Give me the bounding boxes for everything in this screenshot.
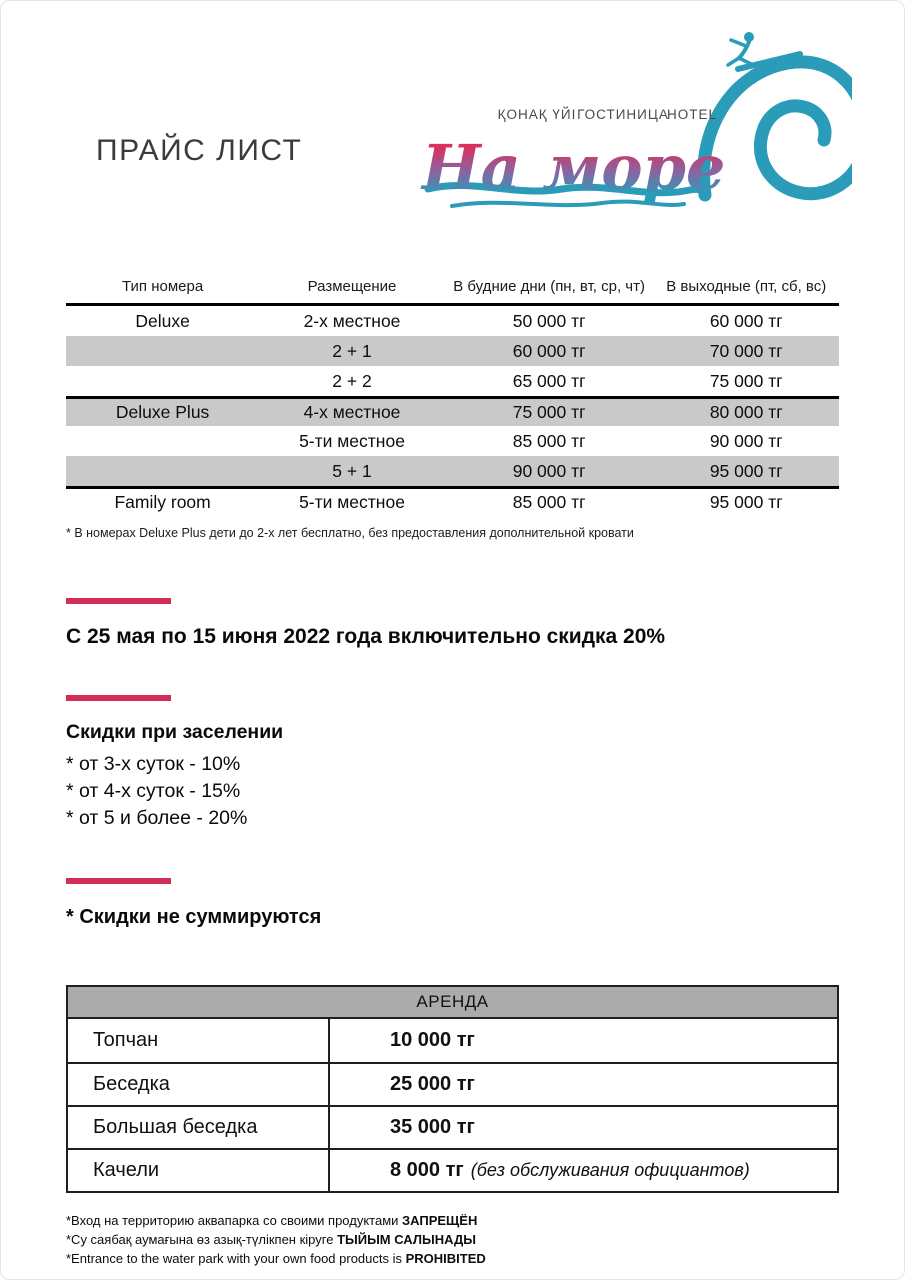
header-weekday-price: В будние дни (пн, вт, ср, чт)	[453, 278, 645, 295]
logo-tagline-russian: ГОСТИНИЦА	[577, 107, 669, 122]
discounts-not-cumulative-note: * Скидки не суммируются	[66, 906, 322, 928]
rental-item-note: (без обслуживания официантов)	[470, 1160, 750, 1180]
rental-item-name: Топчан	[93, 1029, 159, 1051]
placement-cell: 5-ти местное	[299, 430, 405, 451]
price-row	[66, 336, 839, 366]
placement-cell: 5 + 1	[332, 460, 372, 481]
weekend-price-cell: 95 000 тг	[709, 460, 783, 481]
header-weekend-price: В выходные (пт, сб, вс)	[666, 278, 827, 295]
discount-item: * от 3-х суток - 10%	[66, 753, 241, 775]
header	[1, 1, 904, 246]
footer-note-russian: *Вход на территорию аквапарка со своими продуктами ЗАПРЕЩЁН	[66, 1213, 478, 1228]
discount-item: * от 4-х суток - 15%	[66, 780, 241, 802]
header-placement: Размещение	[307, 278, 397, 295]
placement-cell: 5-ти местное	[299, 492, 405, 512]
weekday-price-cell: 90 000 тг	[512, 460, 586, 481]
accent-bar	[66, 598, 171, 604]
discount-item: * от 5 и более - 20%	[66, 807, 248, 829]
footer-note-kazakh: *Су саябақ аумағына өз азық-түлікпен кіруге ТЫЙЫМ САЛЫНАДЫ	[66, 1232, 476, 1247]
rental-row	[68, 1148, 837, 1191]
rental-item-name: Большая беседка	[93, 1116, 258, 1138]
stay-discounts-list	[66, 751, 839, 832]
placement-cell: 2 + 1	[332, 340, 372, 361]
logo-tagline-english: HOTEL	[666, 107, 718, 122]
header-room-type: Тип номера	[122, 278, 204, 295]
placement-cell: 2 + 2	[332, 370, 372, 391]
stay-discounts-section	[66, 721, 839, 832]
weekend-price-cell: 95 000 тг	[709, 492, 783, 512]
rental-row	[68, 1062, 837, 1105]
placement-cell: 4-х местное	[303, 402, 401, 422]
room-type-cell: Deluxe	[135, 310, 190, 331]
price-row	[66, 366, 839, 396]
rental-row	[68, 1019, 837, 1062]
placement-cell: 2-х местное	[303, 310, 401, 331]
room-type-cell: Deluxe Plus	[115, 402, 210, 422]
weekend-price-cell: 70 000 тг	[709, 340, 783, 361]
rental-item-name: Беседка	[93, 1073, 170, 1095]
weekday-price-cell: 60 000 тг	[512, 340, 586, 361]
logo-tagline-kazakh: ҚОНАҚ ҮЙІ	[497, 107, 577, 122]
weekend-price-cell: 75 000 тг	[709, 370, 783, 391]
weekday-price-cell: 65 000 тг	[512, 370, 586, 391]
rental-item-price: 25 000 тг	[390, 1073, 475, 1095]
promo-discount-heading: С 25 мая по 15 июня 2022 года включительно скидка 20%	[66, 625, 666, 648]
weekday-price-cell: 75 000 тг	[512, 402, 586, 422]
weekend-price-cell: 90 000 тг	[709, 430, 783, 451]
price-row	[66, 456, 839, 486]
price-table-footnote: * В номерах Deluxe Plus дети до 2-х лет бесплатно, без предоставления дополнительной кровати	[66, 526, 634, 540]
hotel-logo	[420, 29, 852, 229]
rental-row	[68, 1105, 837, 1148]
price-row	[66, 426, 839, 456]
accent-bar	[66, 695, 171, 701]
room-price-table	[66, 274, 839, 516]
stay-discounts-heading: Скидки при заселении	[66, 721, 284, 743]
footer-note-english: *Entrance to the water park with your own food products is PROHIBITED	[66, 1251, 486, 1266]
footer-notes	[66, 1211, 839, 1268]
accent-bar	[66, 878, 171, 884]
rental-item-name: Качели	[93, 1159, 160, 1181]
weekday-price-cell: 85 000 тг	[512, 430, 586, 451]
room-price-table-header	[66, 274, 839, 306]
rental-item-price: 8 000 тг	[390, 1159, 464, 1181]
page-title: ПРАЙС ЛИСТ	[96, 134, 303, 167]
price-row	[66, 396, 839, 426]
rental-table	[66, 985, 839, 1193]
price-row	[66, 486, 839, 516]
price-row	[66, 306, 839, 336]
rental-item-price: 10 000 тг	[390, 1029, 475, 1051]
room-type-cell: Family room	[114, 492, 211, 512]
rental-item-price: 35 000 тг	[390, 1116, 475, 1138]
weekday-price-cell: 50 000 тг	[512, 310, 586, 331]
weekday-price-cell: 85 000 тг	[512, 492, 586, 512]
rental-table-title: АРЕНДА	[68, 987, 837, 1019]
weekend-price-cell: 80 000 тг	[709, 402, 783, 422]
weekend-price-cell: 60 000 тг	[709, 310, 783, 331]
logo-brand-name: На море	[422, 131, 726, 204]
